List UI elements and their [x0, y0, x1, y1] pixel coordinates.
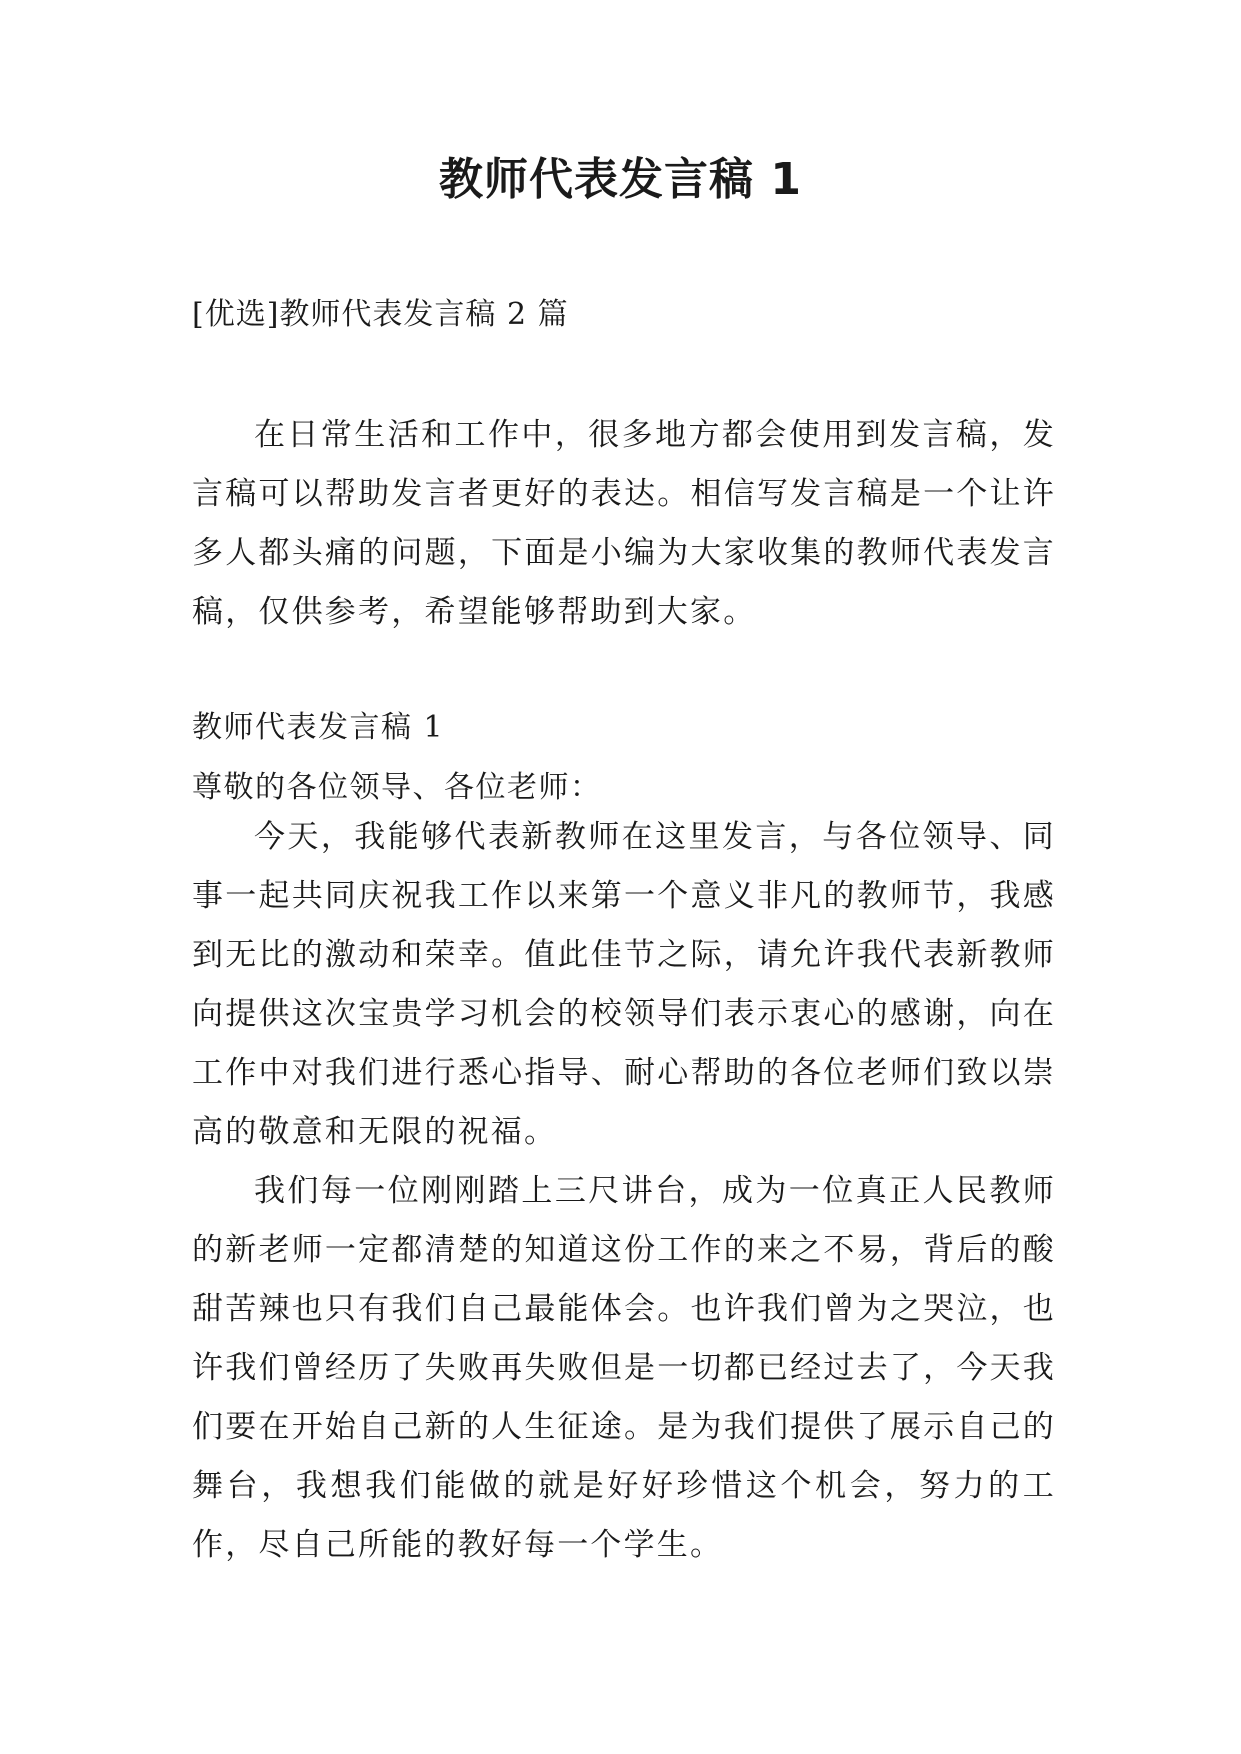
- document-title: 教师代表发言稿 1: [439, 154, 802, 205]
- intro-paragraph: 在日常生活和工作中，很多地方都会使用到发言稿，发言稿可以帮助发言者更好的表达。相信写发言稿是一个让许多人都头痛的问题，下面是小编为大家收集的教师代表发言稿，仅供参考，希望能够帮助到大家。: [192, 417, 1056, 630]
- document-subtitle: [优选]教师代表发言稿 2 篇: [192, 297, 569, 332]
- speech-paragraph-1: 今天，我能够代表新教师在这里发言，与各位领导、同事一起共同庆祝我工作以来第一个意义非凡的教师节，我感到无比的激动和荣幸。值此佳节之际，请允许我代表新教师向提供这次宝贵学习机会的校领导们表示衷心的感谢，向在工作中对我们进行悉心指导、耐心帮助的各位老师们致以崇高的敬意和无限的祝福。: [192, 819, 1056, 1150]
- speech-paragraph-2: 我们每一位刚刚踏上三尺讲台，成为一位真正人民教师的新老师一定都清楚的知道这份工作的来之不易，背后的酸甜苦辣也只有我们自己最能体会。也许我们曾为之哭泣，也许我们曾经历了失败再失败但是一切都已经过去了，今天我们要在开始自己新的人生征途。是为我们提供了展示自己的舞台，我想我们能做的就是好好珍惜这个机会，努力的工作，尽自己所能的教好每一个学生。: [192, 1173, 1056, 1563]
- greeting: 尊敬的各位领导、各位老师：: [192, 770, 602, 805]
- intro-block: [192, 406, 1056, 642]
- section-title: 教师代表发言稿 1: [192, 710, 445, 745]
- speech-body: [192, 808, 1056, 1575]
